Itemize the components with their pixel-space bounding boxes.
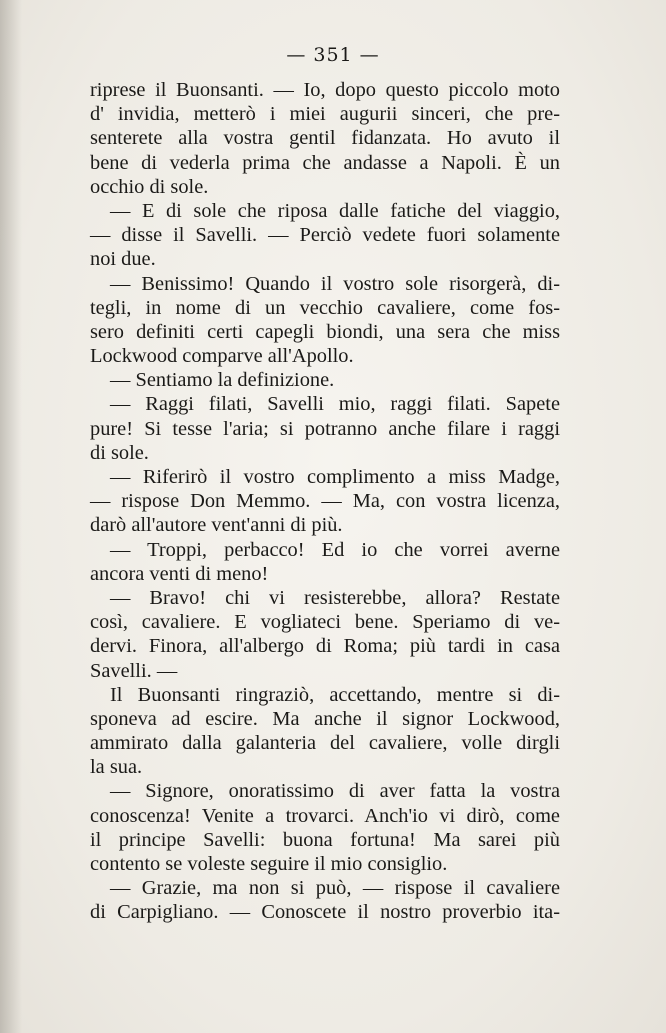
text-line: Savelli. — [90, 659, 178, 682]
text-line: — disse il Savelli. — Perciò vedete fuori solamente [90, 224, 560, 247]
text-line: tegli, in nome di un vecchio cavaliere, come fos- [90, 296, 560, 319]
text-line: Il Buonsanti ringraziò, accettando, mentre si di- [110, 683, 560, 706]
text-line: — Riferirò il vostro complimento a miss Madge, [110, 466, 560, 488]
text-line: — Benissimo! Quando il vostro sole risorgerà, di- [110, 272, 560, 295]
text-line: bene di vederla prima che andasse a Napoli. È un [90, 151, 560, 174]
page-number: — 351 — [286, 44, 380, 66]
text-line: contento se voleste seguire il mio consiglio. [90, 853, 448, 875]
text-line: conoscenza! Venite a trovarci. Anch'io vi dirò, come [90, 804, 560, 827]
body-text [90, 78, 560, 925]
text-line: sero definiti certi capegli biondi, una sera che miss [90, 320, 560, 343]
text-line: il principe Savelli: buona fortuna! Ma sarei più [90, 828, 560, 851]
text-line: così, cavaliere. E vogliateci bene. Speriamo di ve- [90, 611, 560, 634]
text-line: sponeva ad escire. Ma anche il signor Lockwood, [90, 707, 560, 730]
text-line: senterete alla vostra gentil fidanzata. Ho avuto il [90, 127, 560, 150]
text-line: — rispose Don Memmo. — Ma, con vostra licenza, [90, 490, 560, 513]
text-line: la sua. [90, 756, 143, 779]
text-line: — Bravo! chi vi resisterebbe, allora? Restate [110, 586, 560, 609]
text-line: — Sentiamo la definizione. [110, 369, 335, 392]
text-line: — Raggi filati, Savelli mio, raggi filati. Sapete [110, 393, 560, 416]
text-line: dervi. Finora, all'albergo di Roma; più tardi in casa [90, 635, 560, 658]
text-line: — Signore, onoratissimo di aver fatta la vostra [110, 780, 560, 803]
text-line: — Grazie, ma non si può, — rispose il cavaliere [110, 877, 560, 900]
text-line: noi due. [90, 248, 156, 271]
text-line: ammirato dalla galanteria del cavaliere, volle dirgli [90, 732, 560, 755]
text-line: — Troppi, perbacco! Ed io che vorrei averne [110, 538, 560, 561]
text-line: Lockwood comparve all'Apollo. [90, 345, 354, 368]
text-line: di sole. [90, 441, 149, 464]
text-line: ancora venti di meno! [90, 562, 269, 585]
text-line: riprese il Buonsanti. — Io, dopo questo piccolo moto [90, 79, 560, 101]
page-gutter-shadow [0, 0, 22, 1033]
text-line: di Carpigliano. — Conoscete il nostro proverbio ita- [90, 901, 560, 924]
text-line: — E di sole che riposa dalle fatiche del viaggio, [110, 199, 560, 222]
text-line: occhio di sole. [90, 175, 209, 198]
text-line: darò all'autore vent'anni di più. [90, 514, 343, 537]
text-line: d' invidia, metterò i miei augurii sinceri, che pre- [90, 103, 560, 126]
text-line: pure! Si tesse l'aria; si potranno anche filare i raggi [90, 417, 560, 440]
